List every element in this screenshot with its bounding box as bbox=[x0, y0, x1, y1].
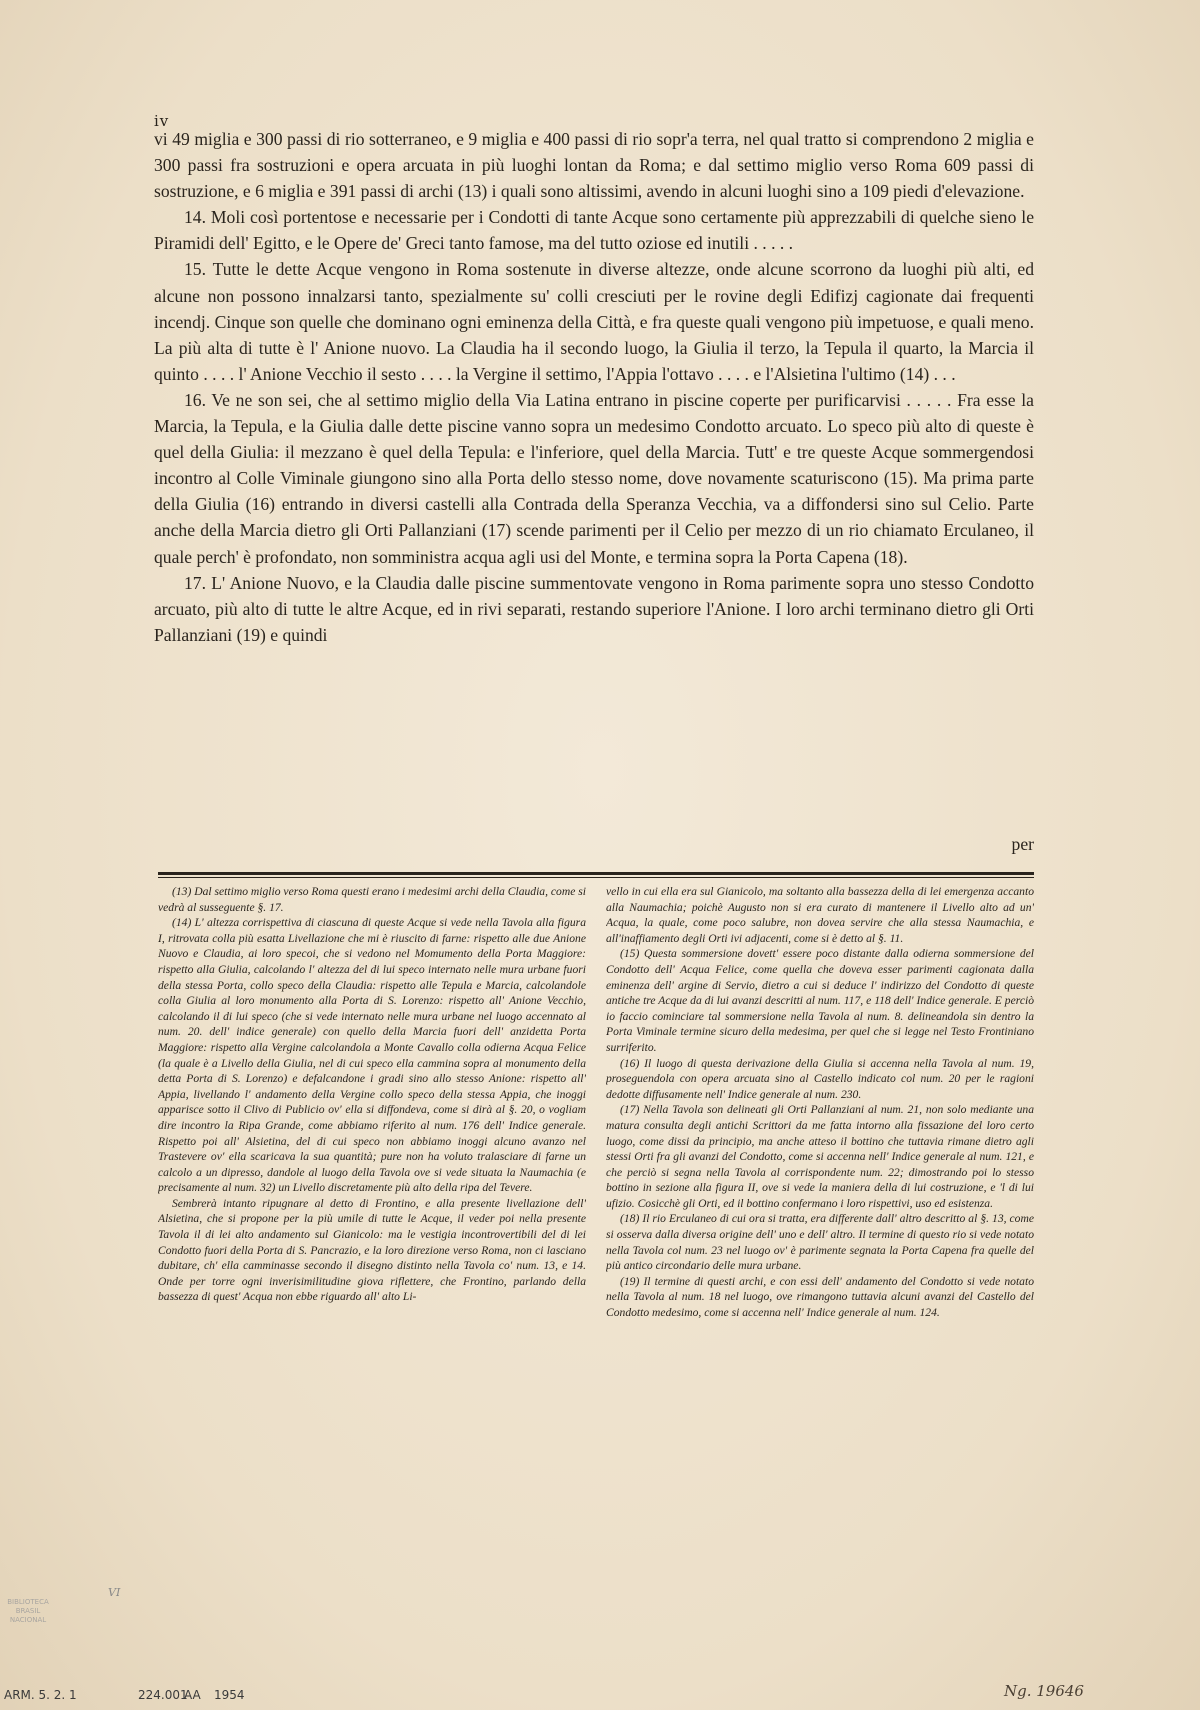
page-number: iv bbox=[154, 112, 170, 130]
footnote-rule-thin bbox=[158, 877, 1034, 878]
inventory-number: 224.001 bbox=[138, 1688, 188, 1702]
footnote-17: (17) Nella Tavola son delineati gli Orti Pallanziani al num. 21, non solo mediante una matura consulta degli antichi Scrittori da me fatta intorno alla fissazione del loro certo luogo, come dissi da principio, ma anche atteso il bottino che tuttavia rimane dietro agli stessi Orti fra gli avanzi del Condotto, come si accenna nell' Indice generale al num. 121, e che perciò si segna nella Tavola al corrispondente num. 22; dimostrando poi lo stesso bottino in sezione alla figura II, ove si vede la maniera della di lui costruzione, e 'l di lui ufizio. Cosicchè gli Orti, ed il bottino confermano i loro rispettivi, uso ed esistenza. bbox=[606, 1103, 1034, 1210]
catchword: per bbox=[1011, 834, 1034, 854]
footnote-13: (13) Dal settimo miglio verso Roma questi erano i medesimi archi della Claudia, come si vedrà al susseguente §. 17. bbox=[158, 885, 586, 914]
inventory-series: AA bbox=[184, 1688, 201, 1702]
paragraph-16: 16. Ve ne son sei, che al settimo miglio della Via Latina entrano in piscine coperte per purificarvisi . . . . . Fra esse la Marcia, la Tepula, e la Giulia dalle dette piscine vanno sopra un medesimo Condotto arcuato. Lo speco più alto di queste è quel della Giulia: il mezzano è quel della Tepula: e l'inferiore, quel della Marcia. Tutt' e tre queste Acque sommergendosi incontro al Colle Viminale giungono sino alla Porta dello stesso nome, dove novamente scaturiscono (15). Ma prima parte della Giulia (16) entrando in diversi castelli alla Contrada della Speranza Vecchia, va a diffondersi sino sul Celio. Parte anche della Marcia dietro gli Orti Pallanziani (17) scende parimenti per il Celio per mezzo di un rio chiamato Erculaneo, il quale perch' è profondato, non somministra acqua agli usi del Monte, e termina sopra la Porta Capena (18). bbox=[154, 389, 1034, 567]
inventory-year: 1954 bbox=[214, 1688, 245, 1702]
footnote-19: (19) Il termine di questi archi, e con essi dell' andamento del Condotto si vede notato nella Tavola al num. 18 nel luogo, ove rimangono tuttavia alcuni avanzi del Castello del Condotto medesimo, come si accenna nell' Indice generale al num. 124. bbox=[606, 1274, 1034, 1320]
pencil-mark: VI bbox=[108, 1586, 121, 1599]
footnote-14-end: vello in cui ella era sul Gianicolo, ma soltanto alla bassezza della di lei emergenza accanto alla Naumachia; poichè Augusto non si era curato di mantenere il Livello alto ad un' Acqua, la quale, come poco salubre, non dovea servire che alla stessa Naumachia, e all'inaffiamento degli Orti ivi adjacenti, come si è detto al §. 11. bbox=[606, 885, 1034, 945]
footnotes-left-column bbox=[158, 884, 586, 1500]
footnote-16: (16) Il luogo di questa derivazione della Giulia si accenna nella Tavola al num. 19, proseguendola con opera arcuata sino al Castello indicato col num. 20 per le ragioni dedotte diffusamente nell' Indice generale al num. 230. bbox=[606, 1056, 1034, 1101]
footnote-15: (15) Questa sommersione dovett' essere poco distante dalla odierna sommersione del Condotto dell' Acqua Felice, come quella che doveva esser parimenti cagionata dalla eminenza dell' argine di Servio, dietro a cui si deduce l' indirizzo del Condotto di queste antiche tre Acque da di lui avanzi descritti al num. 117, e 118 dell' Indice generale. E perciò io faccio cominciare tal sommersione nella Tavola al num. 8. delineandola sin dentro la Porta Viminale termine sicuro della medesima, per quel che si legge nel Testo Frontiniano surriferito. bbox=[606, 947, 1034, 1054]
paragraph-15: 15. Tutte le dette Acque vengono in Roma sostenute in diverse altezze, onde alcune scorrono da luoghi più alti, ed alcune non possono innalzarsi tanto, spezialmente su' colli cresciuti per le rovine degli Edifizj cagionate dai frequenti incendj. Cinque son quelle che dominano ogni eminenza della Città, e fra queste quali vengono più impetuose, e quali meno. La più alta di tutte è l' Anione nuovo. La Claudia ha il secondo luogo, la Giulia il terzo, la Tepula il quarto, la Marcia il quinto . . . . l' Anione Vecchio il sesto . . . . la Vergine il settimo, l'Appia l'ottavo . . . . e l'Alsietina l'ultimo (14) . . . bbox=[154, 259, 1034, 384]
paragraph-13-continuation: vi 49 miglia e 300 passi di rio sotterraneo, e 9 miglia e 400 passi di rio sopr'a terra, nel qual tratto si comprendono 2 miglia e 300 passi fra sostruzioni e opera arcuata in più luoghi lontan da Roma; e dal settimo miglio verso Roma 609 passi di sostruzione, e 6 miglia e 391 passi di archi (13) i quali sono altissimi, avendo in alcuni luoghi sino a 109 piedi d'elevazione. bbox=[154, 129, 1034, 202]
footnote-18: (18) Il rio Erculaneo di cui ora si tratta, era differente dall' altro descritto al §. 13, come si osserva dalla diversa origine dell' uno e dell' altro. Il termine di questo rio si vede notato nella Tavola col num. 23 nel luogo ov' è parimente segnata la Porta Capena fra quelle del più antico circondario delle mura urbane. bbox=[606, 1212, 1034, 1273]
footnotes-right-column bbox=[606, 884, 1034, 1500]
main-text-block bbox=[154, 126, 1034, 648]
footnote-14-continuation: Sembrerà intanto ripugnare al detto di Frontino, e alla presente livellazione dell' Alsietina, che si propone per la più umile di tutte le Acque, il veder poi nella presente Tavola il di lei alto andamento sul Gianicolo: ma le vestigia incontrovertibili del di lei Condotto fuori della Porta di S. Pancrazio, e la loro direzione verso Roma, non ci lasciano dubitare, ch' ella camminasse secondo il disegno distinto nella Tavola co' num. 13, e 14. Onde per torre ogni inverisimilitudine giova riflettere, che Frontino, parlando della bassezza di quest' Acqua non ebbe riguardo all' alto Li- bbox=[158, 1196, 586, 1304]
footnotes bbox=[158, 884, 1034, 1500]
footnote-rule-thick bbox=[158, 872, 1034, 875]
paragraph-14: 14. Moli così portentose e necessarie per i Condotti di tante Acque sono certamente più apprezzabili di quelche sieno le Piramidi dell' Egitto, e le Opere de' Greci tanto famose, ma del tutto oziose ed inutili . . . . . bbox=[154, 207, 1034, 254]
manuscript-note: Ng. 19646 bbox=[1004, 1682, 1084, 1700]
footnote-14: (14) L' altezza corrispettiva di ciascuna di queste Acque si vede nella Tavola alla figura I, ritrovata colla più esatta Livellazione che mi è riuscito di farne: rispetto alle due Anione Nuovo e Claudia, ai loro specoi, che si vedono nel Momumento della Porta Maggiore: rispetto alla Giulia, calcolando l' altezza del di lui speco internato nelle mura urbane fuori della stessa Porta, collo speco della Claudia: rispetto alle Tepula e Marcia, calcolandole colla Giulia al loro monumento alla Porta di S. Lorenzo: rispetto all' Anione Vecchio, calcolando il di lui speco (che si vede internato nelle mura urbane nel luogo accennato al num. 20. dell' indice generale) con quello della Marcia fuori dell' anzidetta Porta Maggiore: rispetto alla Vergine calcolandola a Monte Cavallo colla odierna Acqua Felice (la quale è a Livello della Giulia, nel di cui speco ella cammina sopra al monumento della detta Porta di S. Lorenzo) e defalcandone i gradi sino allo stesso Anione: rispetto all' Appia, livellando l' andamento della Vergine collo speco della stessa Appia, che inoggi apparisce sotto il Clivo di Publicio ov' ella si diffondeva, come si dirà al §. 20, o vogliam dire incontro la Ripa Grande, come abbiamo riferito al num. 176 dell' Indice generale. Rispetto poi all' Alsietina, del di cui speco non abbiamo inoggi alcuno avanzo nel Trastevere ov' ella scaricava la sua quantità; pure non ha voluto tralasciare di farne un calcolo a un dipresso, dandole al luogo della Tavola ove si vede situata la Naumachia (e precisamente al num. 32) un Livello discretamente più alto della ripa del Tevere. bbox=[158, 916, 586, 1195]
paragraph-17: 17. L' Anione Nuovo, e la Claudia dalle piscine summentovate vengono in Roma parimente sopra uno stesso Condotto arcuato, più alto di tutte le altre Acque, ed in rivi separati, restando superiore l'Anione. I loro archi terminano dietro gli Orti Pallanziani (19) e quindi bbox=[154, 572, 1034, 645]
shelfmark: ARM. 5. 2. 1 bbox=[4, 1688, 77, 1702]
library-stamp: BIBLIOTECA BRASIL NACIONAL bbox=[7, 1598, 49, 1624]
